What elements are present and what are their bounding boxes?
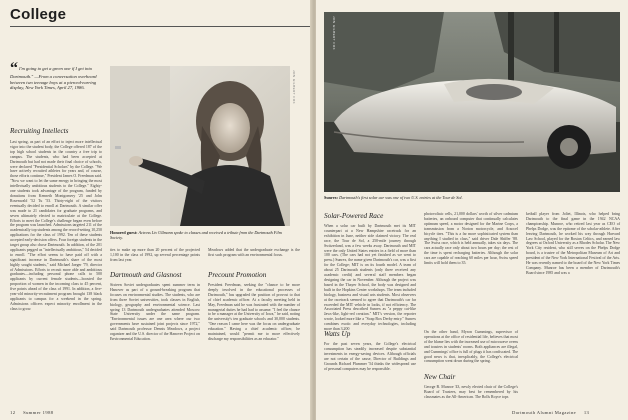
heading-solar: Solar-Powered Race bbox=[324, 212, 384, 220]
header-rule bbox=[10, 26, 310, 27]
right-page-number: 13 bbox=[583, 410, 590, 415]
column5-continuation bbox=[424, 212, 518, 324]
chair-body: George B. Munroe '43, newly elected chair of the College's Board of Trustees, may best be remembered by his classmates as the All-American. The Rolls Royce tops bbox=[424, 385, 518, 399]
photo-credit-2: JON GILBERT FOX bbox=[332, 16, 336, 51]
right-page bbox=[316, 0, 628, 420]
watts-body: For the past seven years, the College's electrical consumption has steadily increased despite substantial investments in energy-saving devices. Although officials are not certain of the cause, Director of Buildings and Grounds Richard Plummer '54 thinks the widespread use of personal computers may be responsible. bbox=[324, 342, 416, 371]
heading-recruiting: Recruiting Intellects bbox=[10, 127, 69, 135]
caption-honored-label: Honored guest: bbox=[110, 230, 138, 235]
precount-body: President Freedman, seeking the "chance to be more deeply involved in the educational processes of Dartmouth," has upgraded the position of provost to that of chief academic officer. At a faculty meeting held in May, Freedman said he was frustrated with the number of managerial duties he had had to assume. "I feel the chance to be a manager at the University of Iowa," he said, noting the university's ten graduate schools and 30,000 students. "One reason I came here was the focus on undergraduate education." Having a chief academic officer, he maintained, would "permit me to more effectively discharge my responsibilities as an educator." bbox=[208, 283, 300, 341]
caption-sunrex bbox=[324, 195, 620, 200]
left-page-number: 12 bbox=[10, 410, 16, 415]
caption-sunrex-text: Dartmouth's first solar car was one of two U.S. entries at the Tour de Sol. bbox=[339, 195, 463, 200]
right-magazine-label: Dartmouth Alumni Magazine bbox=[512, 410, 577, 415]
pull-quote bbox=[10, 60, 102, 91]
solar-body: When a solar car built by Dartmouth met its MIT counterpart at a New Hampshire racetrack for an exhibition in June, neither side claimed victory. The real race, the Tour de Sol, a 250-mile journey through Switzerland, was a few weeks away. Dartmouth and MIT were the only United States entries in a field of more than 100 cars. (The cars had not yet finished as we went to press.) Sunrex, the name given Dartmouth's car, was a first for the College; MIT is on its fourth model. A team of about 25 Dartmouth students (only three received any academic credit) and several staff members began designing the car in November. Although the project was based in the Thayer School, the body was designed and built in the Hopkins Center workshops. The team included biology, business and visual arts students. Most observers at the racetrack seemed to agree that Dartmouth's car far exceeded the MIT vehicle in looks, if not efficiency. The Associated Press described Sunrex as "a peppy cat-like Jaws-like, light-red creation." MIT's version, the reporter wrote, looked more like a "Soap Box Derby entry." Sunrex combines exotic and everyday technologies, including more than 3,200 bbox=[324, 224, 416, 332]
glasnost-body: Sixteen Soviet undergraduates spent summer term in Hanover as part of a ground-breaking program that focuses on environmental studies. The students, who are from three Soviet universities, took classes in English, biology, geography and environmental science. Last spring 13 Dartmouth undergraduates attended Moscow State University under the same program. "Environmental issues are one area where our two governments have sustained joint projects since 1972," said Dartmouth professor Dennis Meadows, a project organizer and the U.S. director of the Hanover Project on Environmental Education. bbox=[110, 283, 200, 341]
section-title: College bbox=[10, 6, 67, 23]
heading-chair: New Chair bbox=[424, 373, 456, 381]
column3-continuation: Meadows added that the undergraduate exchange is the first such program with an environmental focus. bbox=[208, 248, 300, 257]
caption-honored-guest bbox=[110, 230, 290, 240]
left-issue-label: Summer 1988 bbox=[23, 410, 54, 415]
pull-quote-text: I'm going to get a green one if I get into Dartmouth." —From a conversation overheard between two teenage boys at a pierced-earring display, New York Times, April 27, 1986. bbox=[10, 66, 97, 91]
quote-mark-icon: “ bbox=[10, 60, 18, 77]
watts-continuation: On the other hand, Myron Cummings, supervisor of operations at the office of residential life, believes that most of the blame lies with the increased use of microwave ovens and toasters in students' rooms. Both appliances are illegal, and Cummings' office is full of plugs it has confiscated. The good news is that, inexplicably, the College's electrical consumption went down during the spring. bbox=[424, 330, 518, 364]
left-folio bbox=[10, 410, 53, 415]
recruiting-body: Last spring, as part of an effort to inject more intellectual vigor into the student body, the College offered 187 of the top high school students in the country a free trip to campus. The students, who had been accepted at Dartmouth but had not made their final choice of schools, were declared "Presidential Scholars" by the College. "We have actively recruited athletes for years and, of course, those efforts continue," President James O. Freedman said. "Now we want to let the same energy in bringing the most intellectually ambitious students to the College." Eighty-one students took advantage of the program, funded by donations from Kenneth Montgomery '25 and John Rosenwald '52 Tu '53. Thirty-eight of the visitors eventually decided to enroll at Dartmouth. A similar offer was made to 21 candidates for graduate programs, and seven ultimately elected to matriculate at the College. Efforts to meet the College's challenge began even before the program was launched. Admissions targeted 211 of the academically top students among the record-setting 10,250 applications for the class of 1992. Ten of these students accepted early-decision offers. Four foreign students in the target group also chose Dartmouth. In addition, of the 201 applicants pegged as "intellectually ambitious," 54 decided to enroll. "The effort seems to have paid off with a significant increase in Dartmouth's share of the most highly sought students," said Michael Jaeger '79, director of Admissions. Efforts to recruit more able and ambitious graduates—including personal phone calls to 500 applicants by current female students—boosted the proportion of women in the incoming class to 45 percent, five points ahead of the class of 1991. In addition, a five-year-old minority-recruitment program brought 138 black applicants to campus for a weekend in the spring. Admissions officers expect minority enrollment in the class to grow. bbox=[10, 140, 102, 311]
caption-honored-text: Actress Liv Ullmann spoke to classes and received a tribute from the Dartmouth Film Society. bbox=[110, 230, 282, 241]
left-page bbox=[0, 0, 312, 420]
right-folio bbox=[512, 410, 589, 415]
sunrex-photo bbox=[324, 12, 620, 192]
caption-sunrex-label: Sunrex: bbox=[324, 195, 339, 200]
heading-precount: Precount Promotion bbox=[208, 271, 267, 279]
chair-continuation: ketball player from Joliet, Illinois, who helped bring Dartmouth to the final game in the 1942 NCAA championship. Munroe, who retired last year as CEO of Phelps Dodge, was the epitome of the scholar-athlete. After leaving Dartmouth, he worked his way through Harvard Law School, played for the Boston Celtics, and earned law degrees at Oxford University as a Rhodes Scholar. The New York City resident, who still serves on the Phelps Dodge board, is a trustee of the Metropolitan Museum of Art and president of the New York International Festival of the Arts. He was recently named to the board of the New York Times Company. Munroe has been a member of Dartmouth's Board since 1985 and was a bbox=[526, 212, 620, 275]
heading-watts: Watts Up bbox=[324, 330, 351, 338]
solar-continuation-text: photovoltaic cells, 21,000 dollars' worth of silver cadmium batteries, an onboard computer that continually calculates optimum speed, a motor designed for the Marine Corps, a transmission from a Norton motorcycle, and Araocel bicycle tires. "This is a far more sophisticated system than anything I studied in class," said driver Dale Shiffer '88. The Swiss race, which is held annually, takes six days. The cars actually race only about two hours per day; the rest of the time is spent recharging batteries. Although the solar cars are capable of reaching 60 miles per hour, Swiss speed limits will hold them to 35. bbox=[424, 212, 518, 266]
photo-credit-1: JON GILBERT FOX bbox=[292, 70, 296, 105]
liv-ullmann-photo bbox=[110, 66, 290, 226]
heading-glasnost: Dartmouth and Glasnost bbox=[110, 271, 182, 279]
column2-continuation: ties to make up more than 20 percent of the projected 1,100 in the class of 1992, up several percentage points from last year. bbox=[110, 248, 200, 262]
photo-sunrex-image bbox=[324, 12, 620, 192]
photo-liv-ullmann-image bbox=[110, 66, 290, 226]
